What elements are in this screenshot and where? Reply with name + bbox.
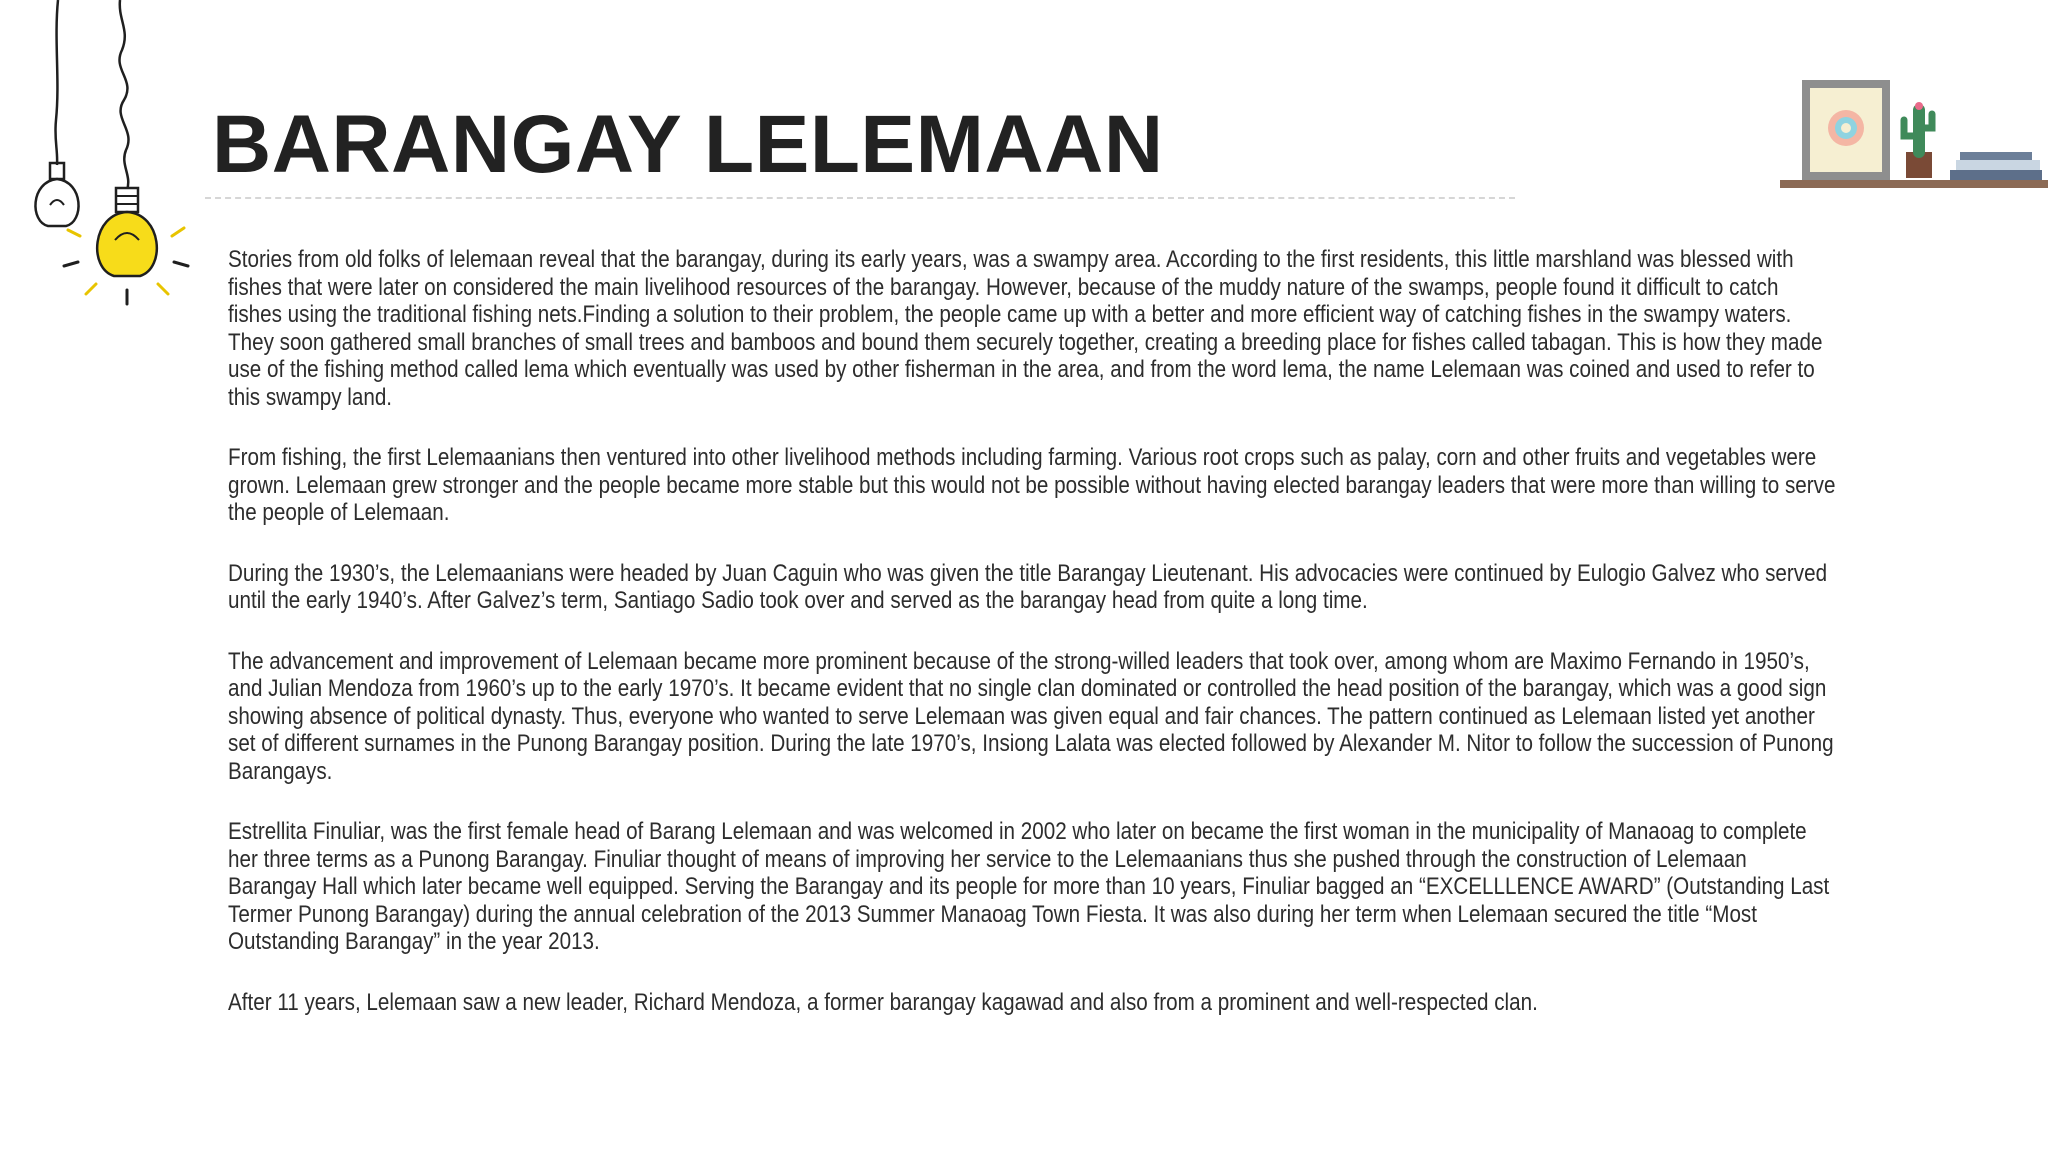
paragraph-new-leader: After 11 years, Lelemaan saw a new leader, Richard Mendoza, a former barangay kagawad and also from a prominent and well-respected clan. [228, 988, 1538, 1016]
page-title: BARANGAY LELEMAAN [212, 99, 1164, 190]
paragraph-origin: Stories from old folks of lelemaan reveal that the barangay, during its early years, was a swampy area. According to the first residents, this little marshland was blessed with fishes that were later on considered the main livelihood resources of the barangay. However, because of the muddy nature of the swamps, people found it difficult to catch fishes using the traditional fishing nets.Finding a solution to their problem, the people came up with a better and more efficient way of catching fishes in the swampy waters. They soon gathered small branches of small trees and bamboos and bound them securely together, creating a breeding place for fishes called tabagan. This is how they made use of the fishing method called lema which eventually was used by other fisherman in the area, and from the word lema, the name Lelemaan was coined and used to refer to this swampy land. [228, 246, 1823, 411]
paragraph-advancement: The advancement and improvement of Lelemaan became more prominent because of the strong-willed leaders that took over, among whom are Maximo Fernando in 1950’s, and Julian Mendoza from 1960’s up to the early 1970’s. It became evident that no single clan dominated or controlled the head position of the barangay, which was a good sign showing absence of political dynasty. Thus, everyone who wanted to serve Lelemaan was given equal and fair chances. The pattern continued as Lelemaan listed yet another set of different surnames in the Punong Barangay position. During the late 1970’s, Insiong Lalata was elected followed by Alexander M. Nitor to follow the succession of Punong Barangays. [228, 647, 1834, 785]
body-text [228, 246, 1838, 1049]
title-divider [205, 197, 1515, 199]
paragraph-finuliar: Estrellita Finuliar, was the first female head of Barang Lelemaan and was welcomed in 2002 who later on became the first woman in the municipality of Manaoag to complete her three terms as a Punong Barangay. Finuliar thought of means of improving her service to the Lelemaanians thus she pushed through the construction of Lelemaan Barangay Hall which later became well equipped. Serving the Barangay and its people for more than 10 years, Finuliar bagged an “EXCELLLENCE AWARD” (Outstanding Last Termer Punong Barangay) during the annual celebration of the 2013 Summer Manaoag Town Fiesta. It was also during her term when Lelemaan secured the title “Most Outstanding Barangay” in the year 2013. [228, 818, 1830, 955]
picture-frame-cactus-books-shelf-icon [1780, 70, 2048, 200]
paragraph-livelihood: From fishing, the first Lelemaanians then ventured into other livelihood methods including farming. Various root crops such as palay, corn and other fruits and vegetables were grown. Lelemaan grew stronger and the people became more stable but this would not be possible without having elected barangay leaders that were more than willing to serve the people of Lelemaan. [228, 444, 1836, 526]
hanging-light-bulbs-icon [0, 0, 220, 330]
paragraph-early-leaders: During the 1930’s, the Lelemaanians were headed by Juan Caguin who was given the title Barangay Lieutenant. His advocacies were continued by Eulogio Galvez who served until the early 1940’s. After Galvez’s term, Santiago Sadio took over and served as the barangay head from quite a long time. [228, 559, 1828, 614]
